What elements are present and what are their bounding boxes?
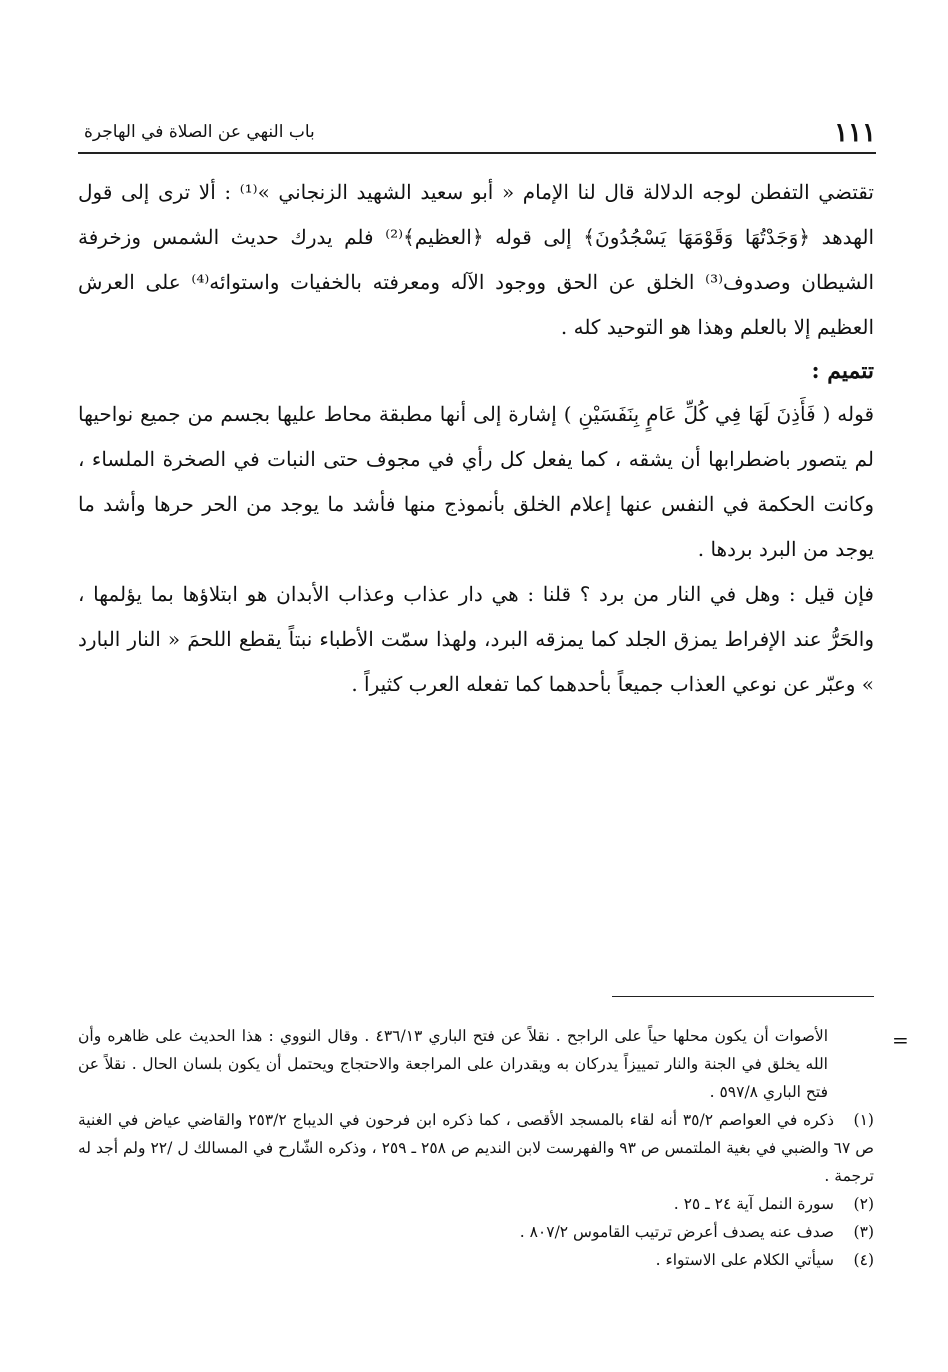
footnote-4 bbox=[78, 1246, 874, 1274]
running-title: باب النهي عن الصلاة في الهاجرة bbox=[84, 122, 315, 142]
footnote-2 bbox=[78, 1190, 874, 1218]
footnote-1-text: ذكره في العواصم ٣٥/٢ أنه لقاء بالمسجد الأقصى ، كما ذكره ابن فرحون في الديباج ٢٥٣/٢ والقاضي عياض في الغنية ص ٦٧ والضبي في بغية الملتمس ص ٩٣ والفهرست لابن النديم ص ٢٥٨ ـ ٢٥٩ ، وذكره الشّارح في المسالك ل /٢٢ ولم أجد له ترجمة . bbox=[78, 1111, 875, 1185]
footnote-continuation: الأصوات أن يكون محلها حياً على الراجح . نقلاً عن فتح الباري ٤٣٦/١٣ . وقال النووي : هذا الحديث على ظاهره وأن الله يخلق في الجنة والنار تمييزاً يدركان به ويقدران على المراجعة والاحتجاج ويحتمل أن يكون بلسان الحال . نقلاً عن فتح الباري ٥٩٧/٨ . bbox=[78, 1027, 829, 1101]
footnote-4-number: (٤) bbox=[853, 1251, 874, 1269]
footnote-separator bbox=[612, 996, 874, 997]
footnote-continuation-mark: = bbox=[892, 1028, 909, 1052]
paragraph-3: فإن قيل : وهل في النار من برد ؟ قلنا : هي دار عذاب وعذاب الأبدان هو ابتلاؤها بما يؤلمها ، والحَرُّ عند الإفراط يمزق الجلد كما يمزقه البرد، ولهذا سمّت الأطباء نبتاً يقطع اللحمَ « النار البارد » وعبّر عن نوعي العذاب جميعاً بأحدهما كما تفعله العرب كثيراً . bbox=[78, 582, 874, 696]
page-header bbox=[78, 112, 876, 154]
paragraph-1: تقتضي التفطن لوجه الدلالة قال لنا الإمام « أبو سعيد الشهيد الزنجاني »⁽¹⁾ : ألا ترى إلى قول الهدهد ﴿وَجَدْتُهَا وَقَوْمَهَا يَسْجُدُونَ﴾ إلى قوله ﴿العظيم﴾⁽²⁾ فلم يدرك حديث الشمس وزخرفة الشيطان وصدوف⁽³⁾ الخلق عن الحق ووجود الآله ومعرفته بالخفيات واستوائه⁽⁴⁾ على العرش العظيم إلا بالعلم وهذا هو التوحيد كله . bbox=[78, 180, 875, 339]
footnote-2-text: سورة النمل آية ٢٤ ـ ٢٥ . bbox=[673, 1195, 834, 1213]
section-heading: تتميم : bbox=[811, 358, 874, 384]
footnote-3 bbox=[78, 1218, 874, 1246]
footnote-4-text: سيأتي الكلام على الاستواء . bbox=[655, 1251, 834, 1269]
page-number: ١١١ bbox=[834, 118, 876, 148]
main-text bbox=[78, 170, 874, 707]
footnote-1-number: (١) bbox=[853, 1111, 874, 1129]
footnote-3-number: (٣) bbox=[853, 1223, 874, 1241]
paragraph-2: قوله ( فَأَذِنَ لَهَا فِي كُلِّ عَامٍ بِنَفَسَيْنِ ) إشارة إلى أنها مطبقة محاط عليها بجسم من جميع نواحيها لم يتصور باضطرابها أن يشقه ، كما يفعل كل رأي في مجوف حتى النبات في الصخرة الملساء ، وكانت الحكمة في النفس عنها إعلام الخلق بأنموذج منها فأشد ما يوجد من الحر حرها وأشد ما يوجد من البرد بردها . bbox=[78, 402, 874, 561]
footnote-3-text: صدف عنه يصدف أعرض ترتيب القاموس ٨٠٧/٢ . bbox=[519, 1223, 834, 1241]
footnote-2-number: (٢) bbox=[853, 1195, 874, 1213]
footnotes bbox=[78, 1022, 874, 1274]
footnote-1 bbox=[78, 1106, 874, 1190]
